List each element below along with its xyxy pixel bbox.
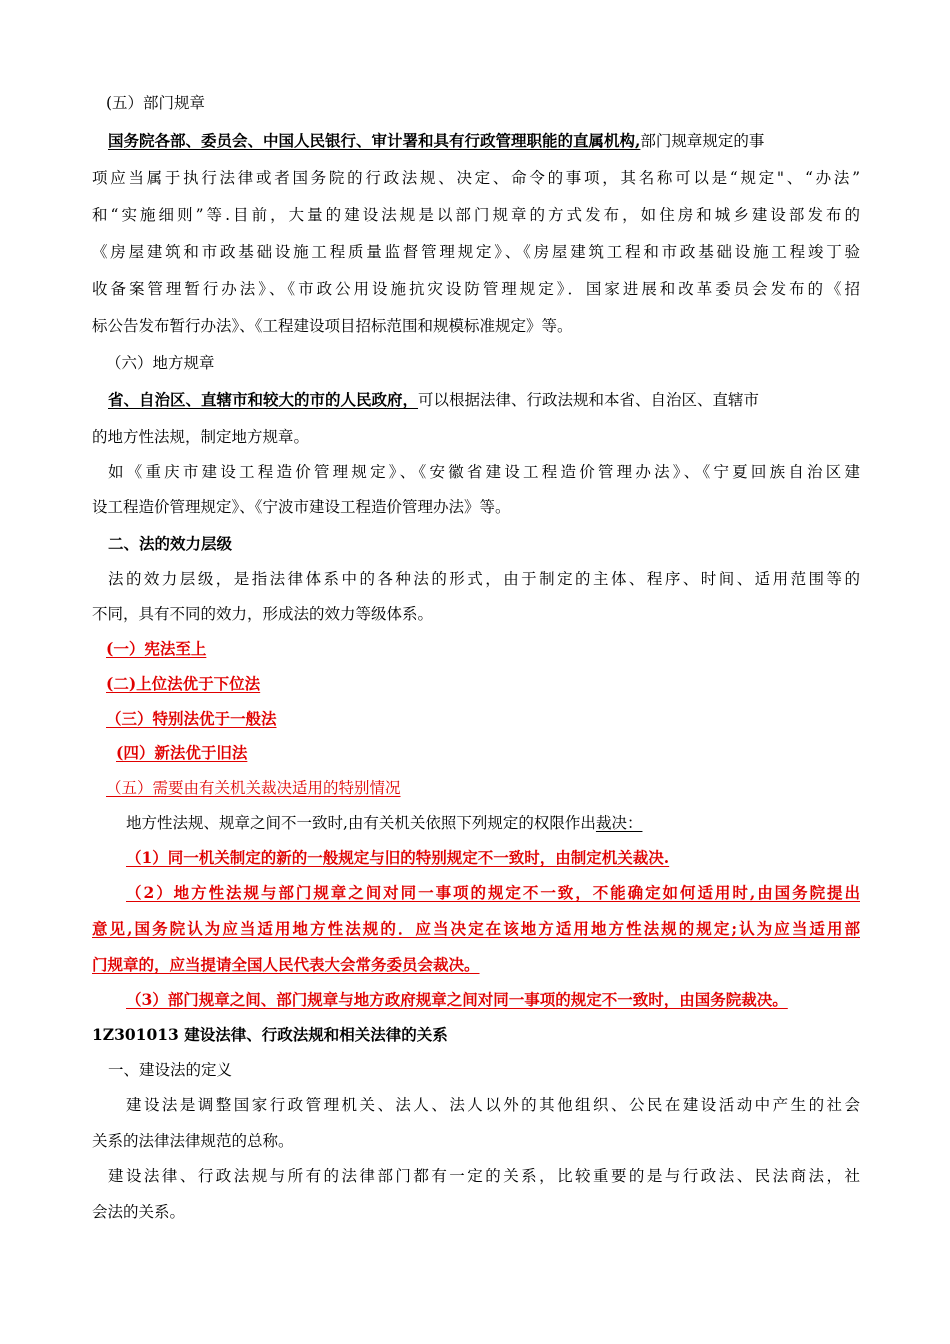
paragraph-line: 设工程造价管理规定》、《宁波市建设工程造价管理办法》等。 [92, 498, 511, 516]
paragraph-line: 不同，具有不同的效力，形成法的效力等级体系。 [92, 605, 434, 623]
paragraph-line: 项应当属于执行法律或者国务院的行政法规、决定、命令的事项，其名称可以是“规定"、“办法” [92, 169, 860, 187]
paragraph-line: 建设法律、行政法规与所有的法律部门都有一定的关系，比较重要的是与行政法、民法商法，社 [108, 1167, 860, 1185]
paragraph-local-rules-line-1 [108, 389, 759, 411]
case-2-line-1: （2）地方性法规与部门规章之间对同一事项的规定不一致，不能确定如何适用时,由国务院提出 [126, 883, 860, 902]
section-code-title: 1Z301013 建设法律、行政法规和相关法律的关系 [92, 1025, 448, 1044]
emphasis-local-governments: 省、自治区、直辖市和较大的市的人民政府， [108, 390, 419, 409]
case-2-line-2: 意见,国务院认为应当适用地方性法规的．应当决定在该地方适用地方性法规的规定;认为应当适用部 [92, 919, 860, 938]
paragraph-line: 和“实施细则”等.目前，大量的建设法规是以部门规章的方式发布，如住房和城乡建设部发布的 [92, 206, 860, 224]
text-span: 地方性法规、规章之间不一致时,由有关机关依照下列规定的权限作出 [126, 814, 596, 832]
rule-constitution-supreme: (一）宪法至上 [106, 639, 207, 658]
rule-superior-law: (二)上位法优于下位法 [106, 674, 261, 693]
paragraph-line: 建设法是调整国家行政管理机关、法人、法人以外的其他组织、公民在建设活动中产生的社会 [126, 1096, 860, 1114]
ruling-intro [126, 812, 642, 834]
rule-new-law: (四）新法优于旧法 [116, 743, 248, 762]
paragraph-line: 《房屋建筑和市政基础设施工程质量监督管理规定》、《房屋建筑工程和市政基础设施工程竣丁验 [92, 243, 860, 261]
paragraph-departmental-rules-line-1 [108, 130, 764, 152]
section-heading-hierarchy: 二、法的效力层级 [108, 534, 233, 553]
ruling-keyword: 裁决： [595, 814, 643, 832]
text-span: 可以根据法律、行政法规和本省、自治区、直辖市 [418, 391, 760, 409]
rule-special-law: （三）特别法优于一般法 [106, 709, 277, 728]
case-3-departmental: （3）部门规章之间、部门规章与地方政府规章之间对同一事项的规定不一致时，由国务院裁决。 [126, 990, 788, 1009]
paragraph-line: 的地方性法规，制定地方规章。 [92, 428, 310, 446]
paragraph-line: 关系的法律法律规范的总称。 [92, 1132, 294, 1150]
case-2-line-3: 门规章的，应当提请全国人民代表大会常务委员会裁决。 [92, 955, 480, 974]
case-1-same-organ: （1）同一机关制定的新的一般规定与旧的特别规定不一致时，由制定机关裁决. [126, 848, 670, 867]
paragraph-line: 如《重庆市建设工程造价管理规定》、《安徽省建设工程造价管理办法》、《宁夏回族自治区建 [108, 463, 860, 481]
section-heading-departmental-rules: (五）部门规章 [106, 94, 206, 112]
paragraph-line: 法的效力层级，是指法律体系中的各种法的形式，由于制定的主体、程序、时间、适用范围等的 [108, 570, 860, 588]
text-span: 部门规章规定的事 [640, 132, 765, 150]
paragraph-line: 收备案管理暂行办法》、《市政公用设施抗灾设防管理规定》．国家进展和改革委员会发布的《招 [92, 280, 860, 298]
paragraph-line: 标公告发布暂行办法》、《工程建设项目招标范围和规模标准规定》等。 [92, 317, 573, 335]
section-heading-local-rules: （六）地方规章 [106, 354, 215, 372]
emphasis-issuing-bodies: 国务院各部、委员会、中国人民银行、审计署和具有行政管理职能的直属机构, [108, 131, 641, 150]
rule-special-circumstances: （五）需要由有关机关裁决适用的特别情况 [106, 779, 401, 797]
section-heading-definition: 一、建设法的定义 [108, 1061, 233, 1079]
paragraph-line: 会法的关系。 [92, 1203, 186, 1221]
